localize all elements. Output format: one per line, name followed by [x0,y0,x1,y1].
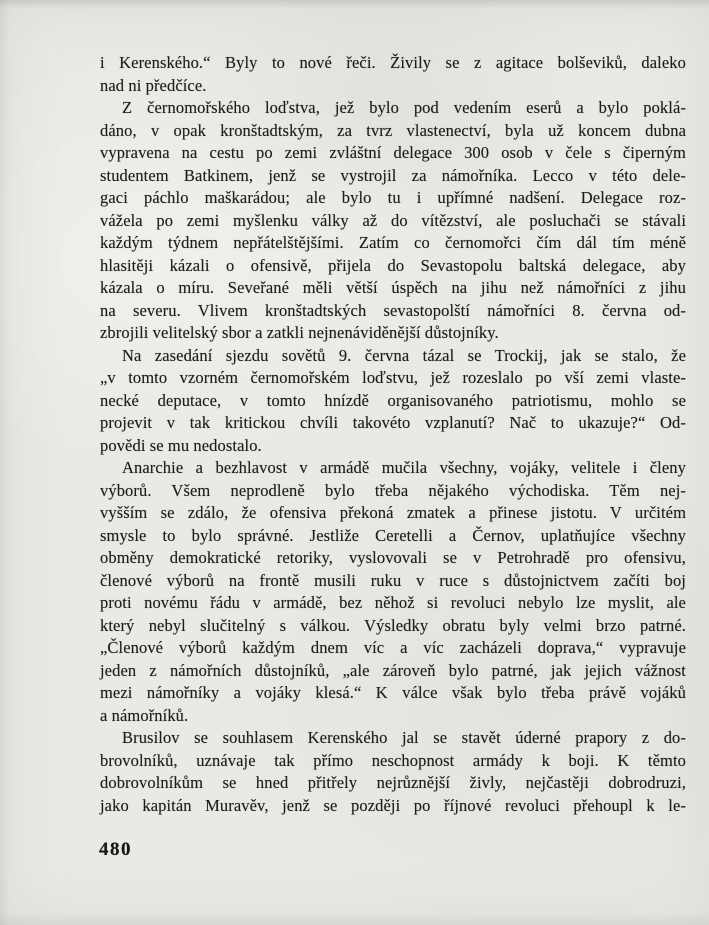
text-line: vypravena na cestu po zemi zvláštní delegace 300 osob v čele s čiperným [100,143,686,162]
text-line: který nebyl slučitelný s válkou. Výsledky obratu byly velmi brzo patrné. [100,615,686,635]
text-line: Brusilov se souhlasem Kerenského jal se stavět úderné prapory z do- [122,728,686,747]
text-line: Anarchie a bezhlavost v armádě mučila všechny, vojáky, velitele i členy [122,458,686,477]
text-line: a námořníků. [100,705,189,725]
text-line: na severu. Vlivem kronštadtských sevastopolští námořníci 8. června od- [100,300,686,320]
text-line: mezi námořníky a vojáky klesá.“ K válce však bylo třeba právě vojáků [100,683,686,702]
text-line: „Členové výborů každým dnem víc a víc zacházeli doprava,“ vypravuje [100,638,686,657]
paragraph [100,97,686,345]
text-line: Z černomořského loďstva, jež bylo pod vedením eserů a bylo poklá- [122,98,686,117]
paragraph [100,457,686,727]
paragraph [100,727,686,817]
text-line: výborů. Všem neprodleně bylo třeba nějakého východiska. Těm nej- [100,480,686,500]
text-line: kázala o míru. Seveřané měli větší úspěch na jihu než námořníci z jihu [100,278,686,297]
text-line: studentem Batkinem, jenž se vystrojil za námořníka. Lecco v této dele- [100,165,686,185]
text-line: dobrovolníkům se hned přitřely nejrůznější živly, nejčastěji dobrodruzi, [100,773,686,792]
text-line: zbrojili velitelský sbor a zatkli nejnenáviděnější důstojníky. [100,323,499,342]
text-line: členové výborů na frontě musili ruku v ruce s důstojnictvem začíti boj [100,570,686,590]
text-line: vyšším se zdálo, že ofensiva překoná zmatek a přinese jistotu. V určitém [100,503,686,522]
text-line: nad ni předčíce. [100,75,207,95]
text-line: smysle to bylo správné. Jestliže Ceretelli a Černov, uplatňujíce všechny [100,525,686,545]
paragraph [100,345,686,458]
text-line: hlasitěji kázali o ofensivě, přijela do Sevastopolu baltská delegace, aby [100,255,686,275]
text-line: „v tomto vzorném černomořském loďstvu, jež rozeslalo po vší zemi vlaste- [100,368,686,387]
text-line: i Kerenského.“ Byly to nové řeči. Živily se z agitace bolševiků, daleko [100,53,686,72]
text-line: obměny demokratické retoriky, vyslovovali se v Petrohradě pro ofensivu, [100,548,686,567]
text-line: Na zasedání sjezdu sovětů 9. června tázal se Trockij, jak se stalo, že [122,345,686,365]
text-line: povědi se mu nedostalo. [100,435,262,455]
text-line: brovolníků, uznávaje tak přímo neschopnost armády k boji. K těmto [100,750,686,770]
text-line: gaci páchlo maškarádou; ale bylo tu i upřímné nadšení. Delegace roz- [100,188,686,207]
text-line: proti novému řádu v armádě, bez něhož si revoluci nebylo lze myslit, ale [100,593,686,612]
text-line: každým týdnem nepřátelštějšími. Zatím co černomořci čím dál tím méně [100,233,686,252]
paragraph [100,52,686,97]
text-line: jeden z námořních důstojníků, „ale zároveň bylo patrné, jak jejich vážnost [100,660,686,680]
text-line: projevit v tak kritickou chvíli takovéto vzplanutí? Nač to ukazuje?“ Od- [100,413,686,432]
page-number: 480 [99,839,132,860]
text-line: dáno, v opak kronštadtským, za tvrz vlastenectví, byla už koncem dubna [100,120,686,140]
text-block [100,52,686,817]
text-line: jako kapitán Muravěv, jenž se později po říjnové revoluci přehoupl k le- [100,795,686,815]
text-line: vážela po zemi myšlenku války až do vítězství, ale posluchači se stávali [100,210,686,230]
text-line: necké deputace, v tomto hnízdě organisovaného patriotismu, mohlo se [100,390,686,410]
